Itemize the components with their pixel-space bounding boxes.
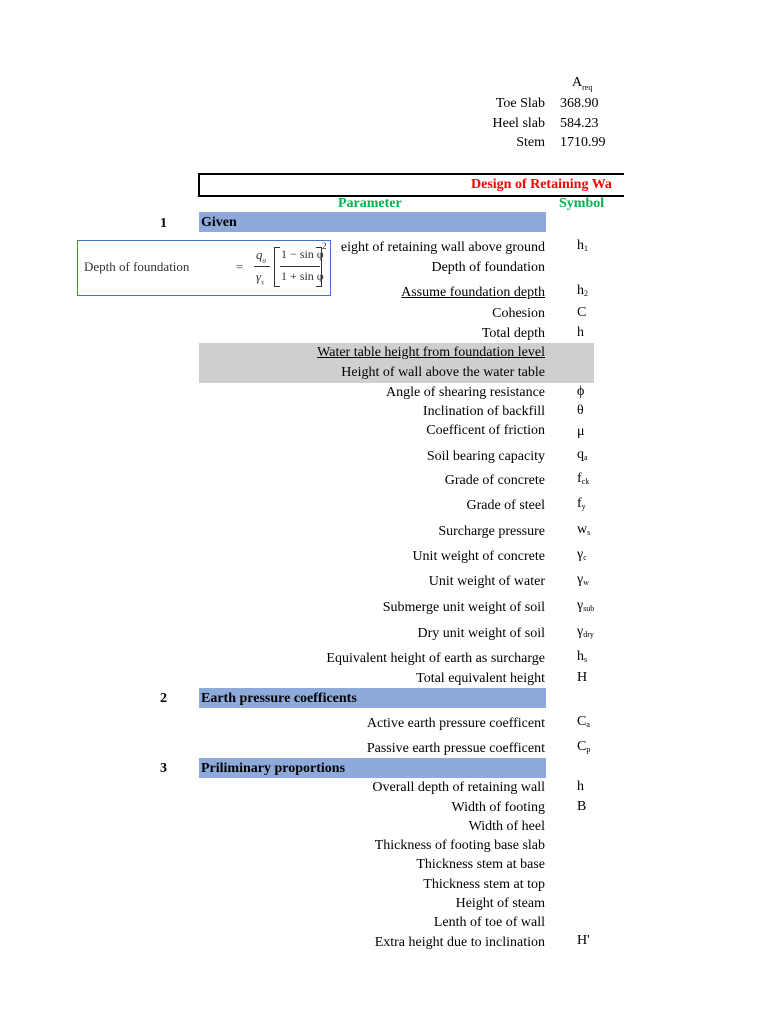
section-band-given	[199, 212, 546, 232]
formula-denominator: $\gamma_s$	[256, 269, 264, 287]
symbol-cell: $h_2$	[577, 283, 588, 298]
areq-label-heel: Heel slab	[492, 116, 545, 131]
symbol-cell: μ	[577, 424, 585, 439]
param-row: Inclination of backfill	[422, 404, 545, 419]
section-number-2: 2	[160, 691, 167, 706]
column-header-parameter: Parameter	[338, 196, 402, 211]
param-row: Thickness stem at top	[423, 877, 545, 892]
left-bracket	[274, 247, 280, 287]
param-row: Width of footing	[451, 800, 545, 815]
fraction-bar	[254, 266, 270, 267]
param-row: Coefficent of friction	[426, 423, 545, 438]
param-row: Dry unit weight of soil	[417, 626, 545, 641]
symbol-cell: H	[577, 670, 588, 685]
symbol-cell: C	[577, 305, 587, 320]
symbol-cell: $C_p$	[577, 739, 591, 754]
section-title-given: Given	[201, 215, 237, 230]
param-row: Submerge unit weight of soil	[382, 600, 545, 615]
param-row: Angle of shearing resistance	[386, 385, 545, 400]
page-title: Design of Retaining Wa	[471, 177, 612, 192]
param-row: Equivalent height of earth as surcharge	[326, 651, 545, 666]
symbol-cell: θ	[577, 403, 584, 418]
param-row: Lenth of toe of wall	[433, 915, 545, 930]
symbol-cell: $h_s$	[577, 649, 588, 664]
param-row: Depth of foundation	[431, 260, 545, 275]
param-row: Cohesion	[492, 306, 545, 321]
symbol-cell: $f_y$	[577, 496, 586, 511]
param-row: Passive earth pressue coefficent	[366, 741, 545, 756]
section-number-1: 1	[160, 216, 167, 231]
column-header-symbol: Symbol	[559, 196, 605, 211]
symbol-cell: B	[577, 799, 587, 814]
param-row: eight of retaining wall above ground	[340, 240, 545, 255]
param-row: Height of wall above the water table	[341, 365, 545, 380]
symbol-cell: $h_1$	[577, 238, 588, 253]
depth-formula-box[interactable]	[77, 240, 331, 296]
formula-exponent: 2	[322, 241, 327, 251]
symbol-cell: $\gamma_w$	[577, 572, 589, 587]
areq-value-heel: 584.23	[560, 116, 599, 131]
bracket-denominator: 1 + sin φ	[281, 269, 324, 283]
param-row: Grade of steel	[466, 498, 545, 513]
title-box	[198, 173, 624, 197]
section-title-earth: Earth pressure coefficents	[201, 691, 357, 706]
bracket-fraction-bar	[280, 266, 320, 267]
param-row: Extra height due to inclination	[374, 935, 545, 950]
param-row: Grade of concrete	[444, 473, 545, 488]
areq-header: $A_{req}$	[572, 75, 593, 92]
formula-numerator: $q_a$	[256, 247, 266, 265]
bracket-numerator: 1 − sin φ	[281, 247, 324, 261]
param-row: Total depth	[481, 326, 545, 341]
symbol-cell: $w_s$	[577, 522, 591, 537]
symbol-cell: $q_a$	[577, 447, 588, 462]
param-row: Active earth pressure coefficent	[366, 716, 545, 731]
symbol-cell: $\gamma_c$	[577, 547, 587, 562]
right-bracket	[316, 247, 322, 287]
param-row: Height of steam	[455, 896, 545, 911]
param-row: Overall depth of retaining wall	[372, 780, 545, 795]
param-row: Width of heel	[468, 819, 545, 834]
areq-value-toe: 368.90	[560, 96, 599, 111]
symbol-cell: H'	[577, 933, 590, 948]
symbol-cell: h	[577, 779, 584, 794]
param-row: Thickness stem at base	[416, 857, 545, 872]
param-row: Unit weight of water	[428, 574, 545, 589]
formula-label: Depth of foundation	[84, 259, 190, 274]
areq-label-toe: Toe Slab	[495, 96, 545, 111]
param-row: Assume foundation depth	[401, 285, 545, 300]
section-number-3: 3	[160, 761, 167, 776]
param-row: Surcharge pressure	[438, 524, 545, 539]
symbol-cell: ϕ	[577, 384, 585, 399]
symbol-cell: h	[577, 325, 584, 340]
param-row: Unit weight of concrete	[412, 549, 545, 564]
symbol-cell: $f_{ck}$	[577, 471, 590, 486]
symbol-cell: $C_a$	[577, 714, 590, 729]
areq-value-stem: 1710.99	[560, 135, 606, 150]
param-row: Soil bearing capacity	[426, 449, 545, 464]
section-title-prelim: Priliminary proportions	[201, 761, 346, 776]
param-row: Water table height from foundation level	[317, 345, 545, 360]
param-row: Thickness of footing base slab	[374, 838, 545, 853]
formula-equals: =	[236, 259, 244, 274]
symbol-cell: $\gamma_{dry}$	[577, 624, 594, 639]
symbol-cell: $\gamma_{sub}$	[577, 598, 595, 613]
param-row: Total equivalent height	[416, 671, 545, 686]
areq-label-stem: Stem	[516, 135, 545, 150]
